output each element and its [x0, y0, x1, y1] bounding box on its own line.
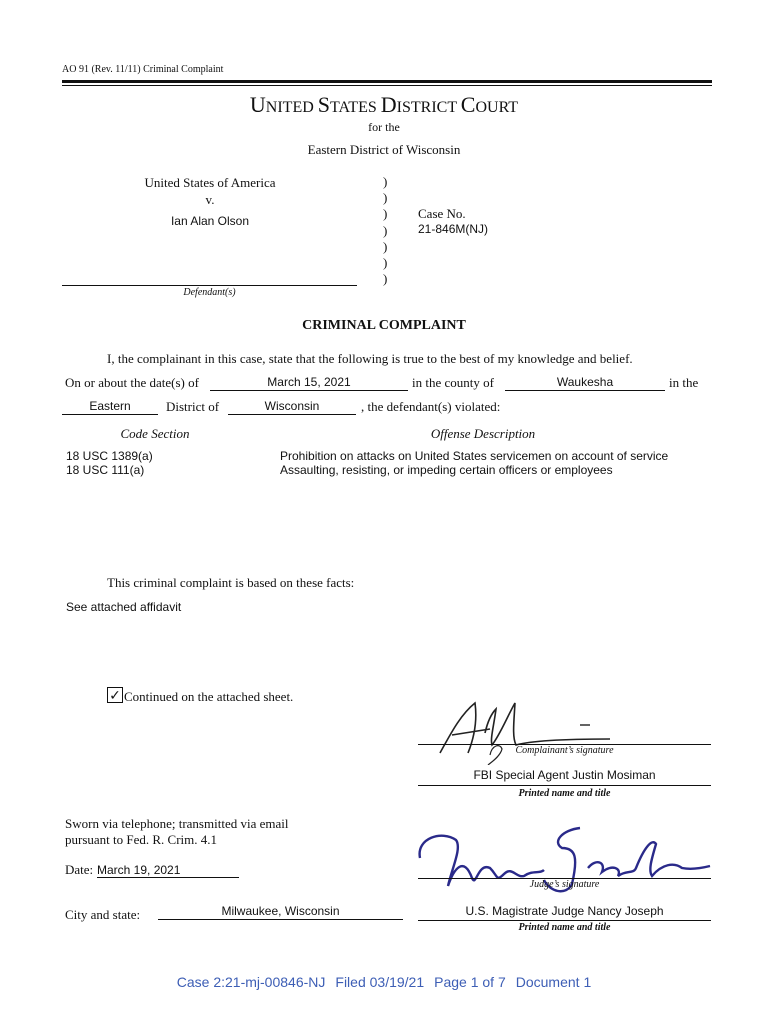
sworn-line-2: pursuant to Fed. R. Crim. 4.1: [65, 832, 218, 847]
ecf-footer: [0, 974, 768, 990]
footer-page: Page 1 of 7: [434, 974, 506, 990]
on-or-about-label: On or about the date(s) of: [65, 375, 199, 390]
defendant-rule: [62, 285, 357, 286]
footer-document: Document 1: [515, 974, 592, 990]
complaint-intro: I, the complainant in this case, state that the following is true to the best of my knowledge and belief.: [107, 351, 633, 366]
state: Wisconsin: [228, 398, 356, 415]
complaint-heading: CRIMINAL COMPLAINT: [302, 318, 466, 333]
defendant-name: Ian Alan Olson: [170, 214, 250, 228]
form-id: AO 91 (Rev. 11/11) Criminal Complaint: [62, 64, 224, 75]
footer-case: Case 2:21-mj-00846-NJ: [176, 974, 326, 990]
in-the-label: in the: [669, 375, 699, 390]
signing-date: March 19, 2021: [97, 863, 181, 877]
county: Waukesha: [505, 374, 665, 391]
county-label: in the county of: [412, 375, 494, 390]
court-title-part: DISTRICT: [380, 92, 461, 117]
footer-filed: Filed 03/19/21: [335, 974, 425, 990]
court-title: [0, 92, 768, 118]
continued-checkbox[interactable]: ✓: [107, 687, 123, 703]
caption-parens: ) ) ) ) ) ) ): [383, 174, 388, 287]
city-label: City and state:: [65, 907, 141, 922]
court-title-part: UNITED: [249, 92, 318, 117]
complainant-name-label: Printed name and title: [518, 788, 611, 799]
date-rule: [97, 877, 239, 878]
court-title-part: COURT: [460, 92, 519, 117]
offense-description: Prohibition on attacks on United States servicemen on account of service: [280, 449, 669, 463]
date-label: Date:: [65, 862, 94, 877]
violated-label: , the defendant(s) violated:: [361, 399, 501, 414]
facts-label: This criminal complaint is based on these facts:: [107, 575, 355, 590]
plaintiff-name: United States of America: [144, 175, 276, 190]
sworn-line-1: Sworn via telephone; transmitted via email: [65, 816, 289, 831]
offense-date: March 15, 2021: [210, 374, 408, 391]
for-the: for the: [368, 120, 400, 134]
judge-sig-label: Judge’s signature: [529, 879, 600, 890]
region: Eastern: [62, 398, 158, 415]
judge-name-label: Printed name and title: [518, 922, 611, 933]
case-no: 21-846M(NJ): [418, 222, 489, 236]
defendant-label: Defendant(s): [183, 287, 236, 298]
complainant-name-rule: [418, 785, 711, 786]
complainant-name: FBI Special Agent Justin Mosiman: [473, 768, 656, 782]
city-rule: [158, 919, 403, 920]
code-section: 18 USC 1389(a): [66, 449, 153, 463]
complainant-sig-label: Complainant’s signature: [515, 745, 614, 756]
city-state: Milwaukee, Wisconsin: [221, 904, 340, 918]
facts-value: See attached affidavit: [66, 600, 182, 614]
versus: v.: [205, 192, 215, 207]
code-section: 18 USC 111(a): [66, 463, 145, 477]
judge-name: U.S. Magistrate Judge Nancy Joseph: [465, 904, 664, 918]
header-rule-thin: [62, 85, 712, 86]
code-section-header: Code Section: [120, 426, 190, 441]
judge-name-rule: [418, 920, 711, 921]
offense-description-header: Offense Description: [430, 426, 536, 441]
continued-label: Continued on the attached sheet.: [124, 689, 294, 704]
district-of-label: District of: [166, 399, 220, 414]
header-rule-thick: [62, 80, 712, 83]
court-title-part: STATES: [317, 92, 381, 117]
offense-description: Assaulting, resisting, or impeding certain officers or employees: [280, 463, 613, 477]
case-no-label: Case No.: [418, 206, 466, 221]
district-name: Eastern District of Wisconsin: [307, 142, 461, 157]
